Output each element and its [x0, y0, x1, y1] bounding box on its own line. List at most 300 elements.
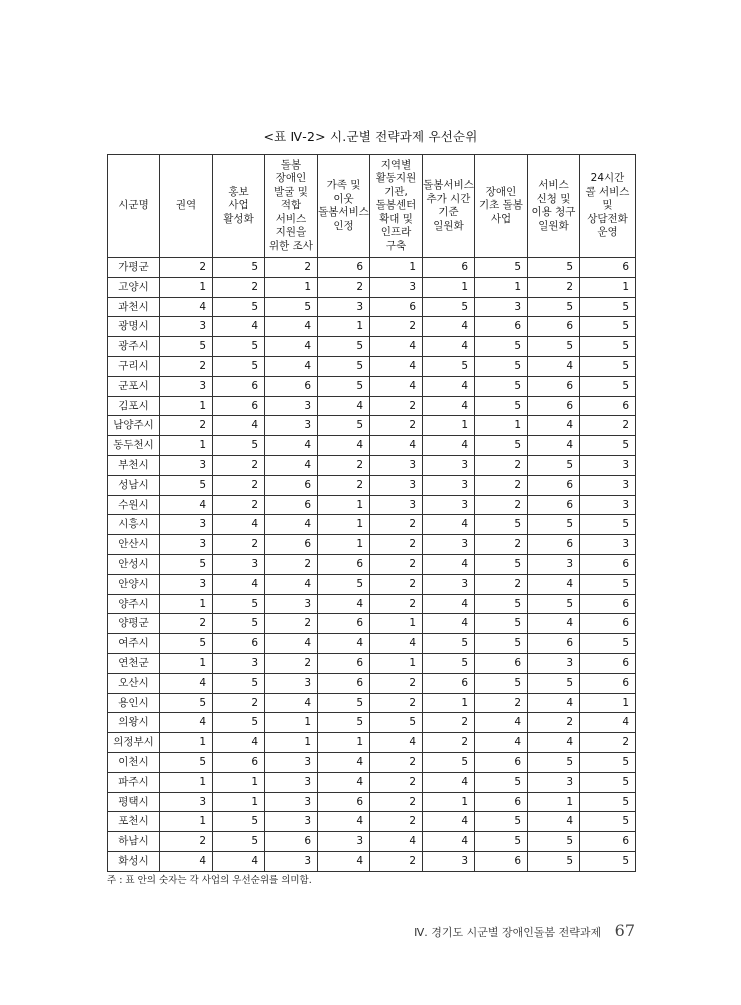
priority-cell: 4: [423, 337, 475, 357]
priority-cell: 5: [423, 752, 475, 772]
priority-cell: 2: [160, 356, 213, 376]
priority-cell: 5: [528, 752, 580, 772]
priority-cell: 6: [265, 475, 318, 495]
priority-cell: 4: [528, 416, 580, 436]
priority-cell: 1: [160, 772, 213, 792]
priority-table: [107, 154, 636, 872]
priority-cell: 2: [528, 713, 580, 733]
priority-cell: 1: [160, 396, 213, 416]
table-row: [108, 475, 636, 495]
priority-cell: 6: [318, 258, 370, 278]
priority-cell: 3: [370, 475, 423, 495]
priority-cell: 6: [580, 594, 636, 614]
priority-cell: 6: [265, 832, 318, 852]
priority-cell: 3: [160, 792, 213, 812]
city-name-cell: 오산시: [108, 673, 160, 693]
priority-cell: 3: [213, 653, 265, 673]
city-name-cell: 포천시: [108, 812, 160, 832]
priority-cell: 4: [265, 574, 318, 594]
priority-cell: 5: [475, 258, 528, 278]
priority-cell: 3: [580, 535, 636, 555]
priority-cell: 1: [423, 693, 475, 713]
column-header: 서비스 신청 및 이용 청구 일원화: [528, 155, 580, 258]
priority-cell: 3: [370, 455, 423, 475]
priority-cell: 5: [475, 772, 528, 792]
table-row: [108, 772, 636, 792]
priority-cell: 6: [475, 752, 528, 772]
priority-cell: 4: [423, 812, 475, 832]
priority-cell: 5: [160, 693, 213, 713]
city-name-cell: 화성시: [108, 851, 160, 871]
priority-cell: 3: [370, 495, 423, 515]
priority-cell: 5: [580, 317, 636, 337]
priority-cell: 3: [423, 574, 475, 594]
priority-cell: 1: [318, 733, 370, 753]
city-name-cell: 양평군: [108, 614, 160, 634]
priority-cell: 4: [370, 733, 423, 753]
priority-cell: 6: [528, 396, 580, 416]
priority-cell: 1: [265, 713, 318, 733]
table-row: [108, 297, 636, 317]
priority-cell: 6: [265, 495, 318, 515]
priority-cell: 5: [318, 376, 370, 396]
priority-cell: 5: [580, 812, 636, 832]
priority-cell: 4: [318, 436, 370, 456]
priority-cell: 1: [475, 416, 528, 436]
city-name-cell: 고양시: [108, 277, 160, 297]
priority-cell: 2: [370, 574, 423, 594]
table-row: [108, 733, 636, 753]
table-row: [108, 277, 636, 297]
priority-cell: 4: [318, 634, 370, 654]
priority-cell: 1: [318, 535, 370, 555]
priority-cell: 6: [318, 554, 370, 574]
table-row: [108, 594, 636, 614]
priority-cell: 1: [265, 277, 318, 297]
priority-cell: 4: [318, 772, 370, 792]
priority-cell: 3: [265, 851, 318, 871]
city-name-cell: 시흥시: [108, 515, 160, 535]
priority-cell: 6: [318, 673, 370, 693]
priority-cell: 4: [528, 733, 580, 753]
priority-cell: 6: [580, 653, 636, 673]
priority-cell: 1: [370, 614, 423, 634]
city-name-cell: 여주시: [108, 634, 160, 654]
priority-cell: 4: [265, 455, 318, 475]
priority-cell: 4: [580, 713, 636, 733]
footer-section-title: Ⅳ. 경기도 시군별 장애인돌봄 전략과제: [414, 926, 602, 939]
priority-cell: 5: [318, 416, 370, 436]
priority-cell: 4: [423, 772, 475, 792]
priority-cell: 2: [370, 554, 423, 574]
priority-cell: 3: [265, 772, 318, 792]
city-name-cell: 과천시: [108, 297, 160, 317]
priority-cell: 3: [160, 455, 213, 475]
priority-cell: 3: [160, 574, 213, 594]
priority-cell: 5: [213, 812, 265, 832]
city-name-cell: 성남시: [108, 475, 160, 495]
priority-cell: 4: [213, 416, 265, 436]
priority-cell: 1: [213, 772, 265, 792]
priority-cell: 2: [475, 574, 528, 594]
priority-cell: 3: [265, 594, 318, 614]
priority-cell: 3: [475, 297, 528, 317]
priority-cell: 5: [318, 574, 370, 594]
table-row: [108, 376, 636, 396]
priority-cell: 4: [318, 851, 370, 871]
priority-cell: 5: [318, 337, 370, 357]
priority-cell: 5: [475, 436, 528, 456]
city-name-cell: 가평군: [108, 258, 160, 278]
priority-cell: 2: [160, 258, 213, 278]
priority-cell: 4: [475, 713, 528, 733]
page-number: 67: [614, 921, 635, 940]
city-name-cell: 광주시: [108, 337, 160, 357]
priority-cell: 4: [318, 812, 370, 832]
priority-cell: 1: [213, 792, 265, 812]
city-name-cell: 수원시: [108, 495, 160, 515]
priority-cell: 2: [370, 693, 423, 713]
priority-cell: 1: [528, 792, 580, 812]
table-caption: <표 Ⅳ-2> 시.군별 전략과제 우선순위: [263, 129, 478, 144]
priority-cell: 2: [370, 673, 423, 693]
table-row: [108, 653, 636, 673]
priority-cell: 5: [475, 614, 528, 634]
priority-cell: 3: [423, 851, 475, 871]
priority-cell: 5: [475, 594, 528, 614]
priority-cell: 1: [370, 258, 423, 278]
table-row: [108, 258, 636, 278]
priority-cell: 4: [160, 495, 213, 515]
column-header: 권역: [160, 155, 213, 258]
priority-cell: 5: [528, 832, 580, 852]
table-row: [108, 812, 636, 832]
priority-cell: 4: [265, 693, 318, 713]
column-header: 장애인 기초 돌봄 사업: [475, 155, 528, 258]
city-name-cell: 연천군: [108, 653, 160, 673]
priority-cell: 3: [213, 554, 265, 574]
table-row: [108, 832, 636, 852]
city-name-cell: 의왕시: [108, 713, 160, 733]
city-name-cell: 남양주시: [108, 416, 160, 436]
priority-cell: 6: [528, 475, 580, 495]
priority-cell: 5: [213, 436, 265, 456]
priority-cell: 5: [213, 258, 265, 278]
table-row: [108, 574, 636, 594]
priority-cell: 2: [528, 277, 580, 297]
priority-cell: 6: [265, 376, 318, 396]
city-name-cell: 용인시: [108, 693, 160, 713]
priority-cell: 5: [580, 792, 636, 812]
priority-cell: 3: [318, 832, 370, 852]
priority-cell: 5: [423, 653, 475, 673]
priority-cell: 4: [423, 554, 475, 574]
priority-cell: 6: [580, 673, 636, 693]
priority-cell: 3: [160, 535, 213, 555]
priority-cell: 5: [580, 436, 636, 456]
priority-cell: 2: [160, 832, 213, 852]
city-name-cell: 동두천시: [108, 436, 160, 456]
column-header: 홍보 사업 활성화: [213, 155, 265, 258]
priority-cell: 5: [580, 752, 636, 772]
priority-cell: 3: [423, 455, 475, 475]
priority-cell: 2: [318, 277, 370, 297]
priority-cell: 6: [370, 297, 423, 317]
priority-cell: 3: [528, 772, 580, 792]
priority-cell: 5: [370, 713, 423, 733]
priority-cell: 5: [528, 515, 580, 535]
city-name-cell: 광명시: [108, 317, 160, 337]
priority-cell: 4: [528, 693, 580, 713]
priority-cell: 3: [423, 475, 475, 495]
priority-cell: 6: [318, 792, 370, 812]
priority-cell: 2: [580, 733, 636, 753]
priority-cell: 2: [370, 396, 423, 416]
priority-cell: 3: [528, 554, 580, 574]
priority-cell: 5: [160, 475, 213, 495]
priority-cell: 4: [265, 356, 318, 376]
priority-cell: 4: [423, 832, 475, 852]
priority-cell: 4: [423, 614, 475, 634]
priority-cell: 1: [160, 594, 213, 614]
priority-cell: 5: [423, 356, 475, 376]
priority-cell: 5: [160, 634, 213, 654]
priority-cell: 2: [370, 851, 423, 871]
priority-cell: 1: [160, 733, 213, 753]
priority-cell: 4: [423, 317, 475, 337]
table-row: [108, 535, 636, 555]
priority-cell: 4: [370, 436, 423, 456]
priority-cell: 1: [475, 277, 528, 297]
priority-cell: 3: [528, 653, 580, 673]
priority-cell: 4: [265, 634, 318, 654]
priority-cell: 2: [160, 614, 213, 634]
priority-cell: 5: [580, 574, 636, 594]
priority-cell: 4: [423, 436, 475, 456]
priority-cell: 4: [370, 356, 423, 376]
priority-cell: 5: [475, 337, 528, 357]
priority-cell: 4: [160, 851, 213, 871]
column-header: 24시간 콜 서비스 및 상담전화 운영: [580, 155, 636, 258]
priority-cell: 5: [213, 673, 265, 693]
priority-cell: 5: [265, 297, 318, 317]
priority-cell: 3: [580, 475, 636, 495]
priority-cell: 3: [265, 396, 318, 416]
table-row: [108, 851, 636, 871]
priority-cell: 1: [318, 317, 370, 337]
priority-cell: 6: [475, 653, 528, 673]
priority-cell: 5: [528, 594, 580, 614]
priority-cell: 3: [370, 277, 423, 297]
city-name-cell: 안산시: [108, 535, 160, 555]
priority-cell: 1: [423, 416, 475, 436]
priority-cell: 4: [423, 396, 475, 416]
priority-cell: 1: [160, 812, 213, 832]
priority-cell: 6: [580, 832, 636, 852]
priority-cell: 6: [528, 634, 580, 654]
priority-cell: 5: [580, 297, 636, 317]
city-name-cell: 부천시: [108, 455, 160, 475]
priority-cell: 4: [318, 396, 370, 416]
priority-cell: 2: [423, 713, 475, 733]
priority-cell: 6: [528, 376, 580, 396]
priority-cell: 2: [475, 693, 528, 713]
table-row: [108, 455, 636, 475]
priority-cell: 2: [370, 416, 423, 436]
table-row: [108, 416, 636, 436]
priority-cell: 1: [265, 733, 318, 753]
priority-cell: 5: [528, 673, 580, 693]
priority-cell: 6: [475, 851, 528, 871]
priority-cell: 4: [265, 515, 318, 535]
priority-cell: 4: [423, 594, 475, 614]
priority-cell: 4: [528, 436, 580, 456]
city-name-cell: 안성시: [108, 554, 160, 574]
priority-cell: 2: [423, 733, 475, 753]
priority-cell: 6: [423, 258, 475, 278]
priority-cell: 6: [580, 614, 636, 634]
priority-cell: 5: [528, 455, 580, 475]
priority-cell: 4: [160, 713, 213, 733]
priority-cell: 5: [475, 812, 528, 832]
priority-cell: 6: [528, 495, 580, 515]
priority-cell: 6: [213, 634, 265, 654]
priority-cell: 1: [318, 495, 370, 515]
priority-cell: 5: [423, 634, 475, 654]
priority-cell: 5: [580, 337, 636, 357]
table-note: 주 : 표 안의 숫자는 각 사업의 우선순위를 의미함.: [107, 875, 312, 886]
priority-cell: 2: [213, 693, 265, 713]
priority-cell: 2: [475, 475, 528, 495]
priority-cell: 2: [370, 594, 423, 614]
priority-cell: 2: [213, 277, 265, 297]
city-name-cell: 이천시: [108, 752, 160, 772]
table-row: [108, 673, 636, 693]
city-name-cell: 김포시: [108, 396, 160, 416]
priority-cell: 4: [265, 337, 318, 357]
city-name-cell: 평택시: [108, 792, 160, 812]
table-row: [108, 614, 636, 634]
city-name-cell: 파주시: [108, 772, 160, 792]
priority-cell: 5: [213, 337, 265, 357]
priority-cell: 1: [423, 277, 475, 297]
priority-cell: 3: [265, 792, 318, 812]
priority-cell: 2: [370, 317, 423, 337]
priority-cell: 6: [528, 317, 580, 337]
priority-cell: 4: [528, 356, 580, 376]
priority-cell: 5: [213, 832, 265, 852]
priority-cell: 5: [475, 832, 528, 852]
priority-cell: 5: [528, 851, 580, 871]
city-name-cell: 의정부시: [108, 733, 160, 753]
priority-cell: 4: [423, 515, 475, 535]
table-row: [108, 495, 636, 515]
priority-cell: 5: [580, 851, 636, 871]
priority-cell: 6: [580, 554, 636, 574]
priority-cell: 1: [580, 693, 636, 713]
table-body: [108, 258, 636, 872]
priority-cell: 5: [213, 594, 265, 614]
priority-cell: 6: [213, 376, 265, 396]
priority-cell: 2: [213, 475, 265, 495]
priority-cell: 6: [318, 614, 370, 634]
priority-cell: 2: [370, 792, 423, 812]
priority-cell: 5: [475, 396, 528, 416]
priority-cell: 5: [160, 752, 213, 772]
priority-cell: 5: [528, 337, 580, 357]
column-header: 시군명: [108, 155, 160, 258]
priority-cell: 3: [423, 495, 475, 515]
priority-cell: 1: [370, 653, 423, 673]
priority-cell: 2: [370, 752, 423, 772]
page-footer: [414, 921, 635, 940]
priority-cell: 5: [580, 634, 636, 654]
priority-cell: 2: [370, 535, 423, 555]
priority-cell: 2: [580, 416, 636, 436]
priority-cell: 6: [580, 396, 636, 416]
priority-cell: 3: [160, 376, 213, 396]
priority-cell: 3: [265, 673, 318, 693]
table-row: [108, 693, 636, 713]
priority-cell: 5: [528, 258, 580, 278]
priority-cell: 6: [475, 792, 528, 812]
priority-cell: 5: [475, 376, 528, 396]
priority-cell: 4: [423, 376, 475, 396]
priority-cell: 1: [423, 792, 475, 812]
priority-cell: 2: [265, 554, 318, 574]
priority-cell: 5: [213, 614, 265, 634]
table-row: [108, 317, 636, 337]
priority-cell: 2: [475, 455, 528, 475]
priority-cell: 4: [370, 337, 423, 357]
priority-cell: 4: [370, 634, 423, 654]
priority-cell: 2: [475, 495, 528, 515]
priority-cell: 6: [580, 258, 636, 278]
priority-cell: 5: [580, 376, 636, 396]
priority-cell: 6: [528, 535, 580, 555]
table-row: [108, 713, 636, 733]
priority-cell: 3: [265, 416, 318, 436]
priority-cell: 5: [475, 554, 528, 574]
priority-cell: 3: [265, 812, 318, 832]
priority-cell: 2: [318, 475, 370, 495]
priority-cell: 5: [475, 634, 528, 654]
city-name-cell: 양주시: [108, 594, 160, 614]
priority-cell: 6: [475, 317, 528, 337]
table-row: [108, 337, 636, 357]
priority-cell: 2: [318, 455, 370, 475]
priority-cell: 6: [213, 752, 265, 772]
city-name-cell: 하남시: [108, 832, 160, 852]
priority-cell: 5: [475, 673, 528, 693]
priority-cell: 5: [580, 356, 636, 376]
priority-cell: 5: [318, 713, 370, 733]
priority-cell: 3: [160, 317, 213, 337]
priority-cell: 4: [265, 436, 318, 456]
priority-cell: 1: [160, 436, 213, 456]
priority-cell: 2: [370, 812, 423, 832]
city-name-cell: 군포시: [108, 376, 160, 396]
priority-cell: 5: [213, 297, 265, 317]
priority-cell: 4: [265, 317, 318, 337]
priority-cell: 5: [160, 337, 213, 357]
priority-cell: 1: [580, 277, 636, 297]
priority-cell: 4: [370, 376, 423, 396]
priority-cell: 4: [213, 317, 265, 337]
table-row: [108, 356, 636, 376]
priority-cell: 6: [213, 396, 265, 416]
priority-cell: 6: [265, 535, 318, 555]
